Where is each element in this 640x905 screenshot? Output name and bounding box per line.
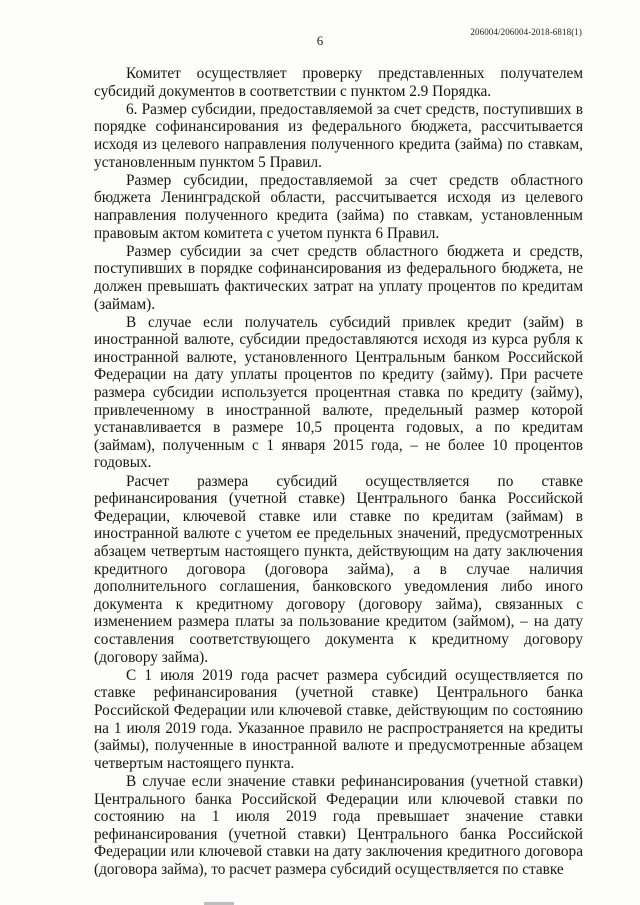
paragraph-subsidy-limit: Размер субсидии за счет средств областного бюджета и средств, поступивших в порядке софинансирования из федерального бюджета, не должен превышать фактических затрат на уплату процентов по кредитам (займам). [94, 242, 583, 313]
paragraph-verification: Комитет осуществляет проверку представленных получателем субсидий документов в соответствии с пунктом 2.9 Порядка. [94, 65, 583, 100]
document-reference: 206004/206004-2018-6818(1) [470, 27, 582, 37]
paragraph-regional-subsidy: Размер субсидии, предоставляемой за счет средств областного бюджета Ленинградской области, рассчитывается исходя из целевого направления полученного кредита (займа) по ставкам, установленным правовым актом комитета с учетом пункта 6 Правил. [94, 171, 583, 242]
document-body [94, 65, 583, 878]
page-number: 6 [316, 33, 324, 48]
paragraph-federal-subsidy: 6. Размер субсидии, предоставляемой за счет средств, поступивших в порядке софинансирования из федерального бюджета, рассчитывается исходя из целевого направления полученного кредита (займа) по ставкам, установленным пунктом 5 Правил. [94, 100, 583, 171]
paragraph-july-2019: С 1 июля 2019 года расчет размера субсидий осуществляется по ставке рефинансирования (учетной ставке) Центрального банка Российской Федерации или ключевой ставке, действующим по состоянию на 1 июля 2019 года. Указанное правило не распространяется на кредиты (займы), полученные в иностранной валюте и предусмотренные абзацем четвертым настоящего пункта. [94, 666, 583, 772]
paragraph-foreign-currency: В случае если получатель субсидий привлек кредит (займ) в иностранной валюте, субсидии предоставляются исходя из курса рубля к иностранной валюте, установленного Центральным банком Российской Федерации на дату уплаты процентов по кредиту (займу). При расчете размера субсидии используется процентная ставка по кредиту (займу), привлеченному в иностранной валюте, предельный размер которой устанавливается в размере 10,5 процента годовых, а по кредитам (займам), полученным с 1 января 2015 года, – не более 10 процентов годовых. [94, 313, 583, 472]
paragraph-rate-calculation: Расчет размера субсидий осуществляется по ставке рефинансирования (учетной ставке) Центрального банка Российской Федерации, ключевой ставке или ставке по кредитам (займам) в иностранной валюте с учетом ее предельных значений, предусмотренных абзацем четвертым настоящего пункта, действующим на дату заключения кредитного договора (договора займа), а в случае наличия дополнительного соглашения, банковского уведомления либо иного документа к кредитному договору (договору займа), связанных с изменением размера платы за пользование кредитом (займом), – на дату составления соответствующего документа к кредитному договору (договору займа). [94, 472, 583, 666]
paragraph-rate-exceeds: В случае если значение ставки рефинансирования (учетной ставки) Центрального банка Российской Федерации или ключевой ставки по состоянию на 1 июля 2019 года превышает значение ставки рефинансирования (учетной ставки) Центрального банка Российской Федерации или ключевой ставки на дату заключения кредитного договора (договора займа), то расчет размера субсидий осуществляется по ставке [94, 772, 583, 878]
